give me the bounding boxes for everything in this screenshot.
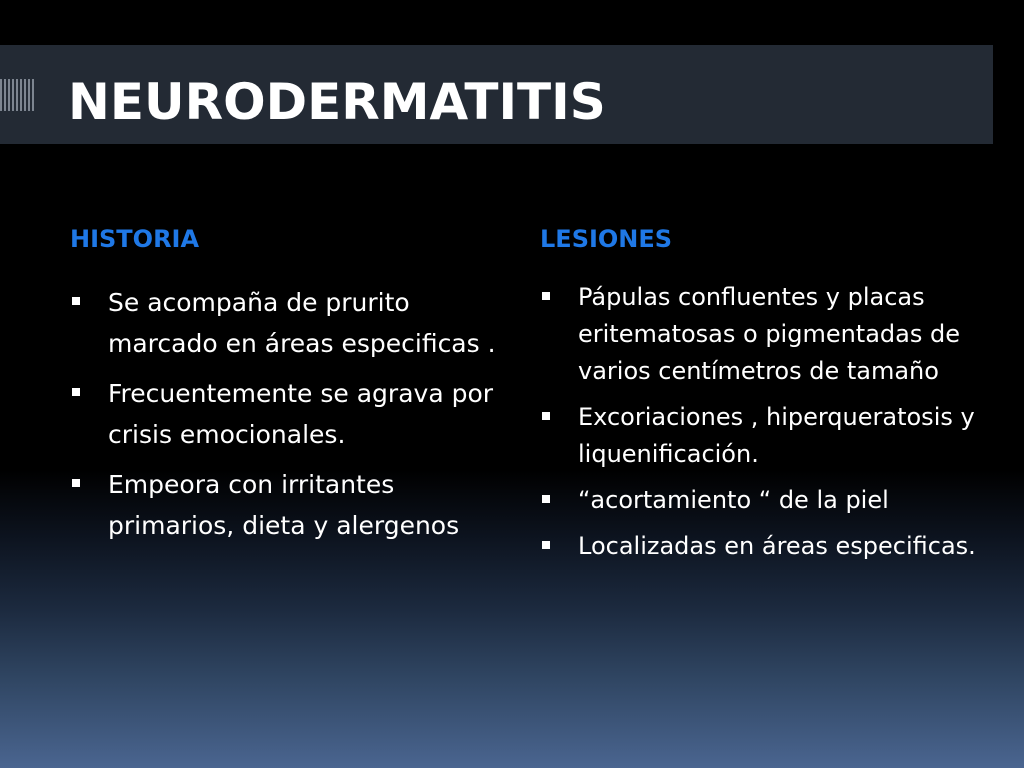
lesiones-list: [540, 279, 980, 574]
decorative-stripes: [0, 79, 36, 111]
list-item: [70, 282, 500, 364]
slide-title: NEURODERMATITIS: [68, 73, 606, 131]
list-item: [540, 279, 980, 390]
list-item: [70, 464, 500, 546]
square-bullet-icon: [72, 297, 80, 305]
list-item: [540, 482, 980, 519]
square-bullet-icon: [542, 292, 550, 300]
list-item-text: Se acompaña de prurito marcado en áreas especificas .: [108, 288, 496, 358]
square-bullet-icon: [542, 541, 550, 549]
list-item-text: “acortamiento “ de la piel: [578, 486, 889, 514]
list-item: [540, 399, 980, 473]
square-bullet-icon: [72, 479, 80, 487]
square-bullet-icon: [542, 495, 550, 503]
list-item-text: Empeora con irritantes primarios, dieta y alergenos: [108, 470, 460, 540]
square-bullet-icon: [72, 388, 80, 396]
square-bullet-icon: [542, 412, 550, 420]
historia-heading: HISTORIA: [70, 225, 200, 253]
list-item-text: Excoriaciones , hiperqueratosis y liquenificación.: [578, 403, 975, 468]
list-item-text: Frecuentemente se agrava por crisis emocionales.: [108, 379, 494, 449]
list-item: [70, 373, 500, 455]
lesiones-heading: LESIONES: [540, 225, 673, 253]
historia-list: [70, 282, 500, 555]
list-item: [540, 528, 980, 565]
list-item-text: Pápulas confluentes y placas eritematosas o pigmentadas de varios centímetros de tamaño: [578, 283, 960, 385]
list-item-text: Localizadas en áreas especificas.: [578, 532, 976, 560]
